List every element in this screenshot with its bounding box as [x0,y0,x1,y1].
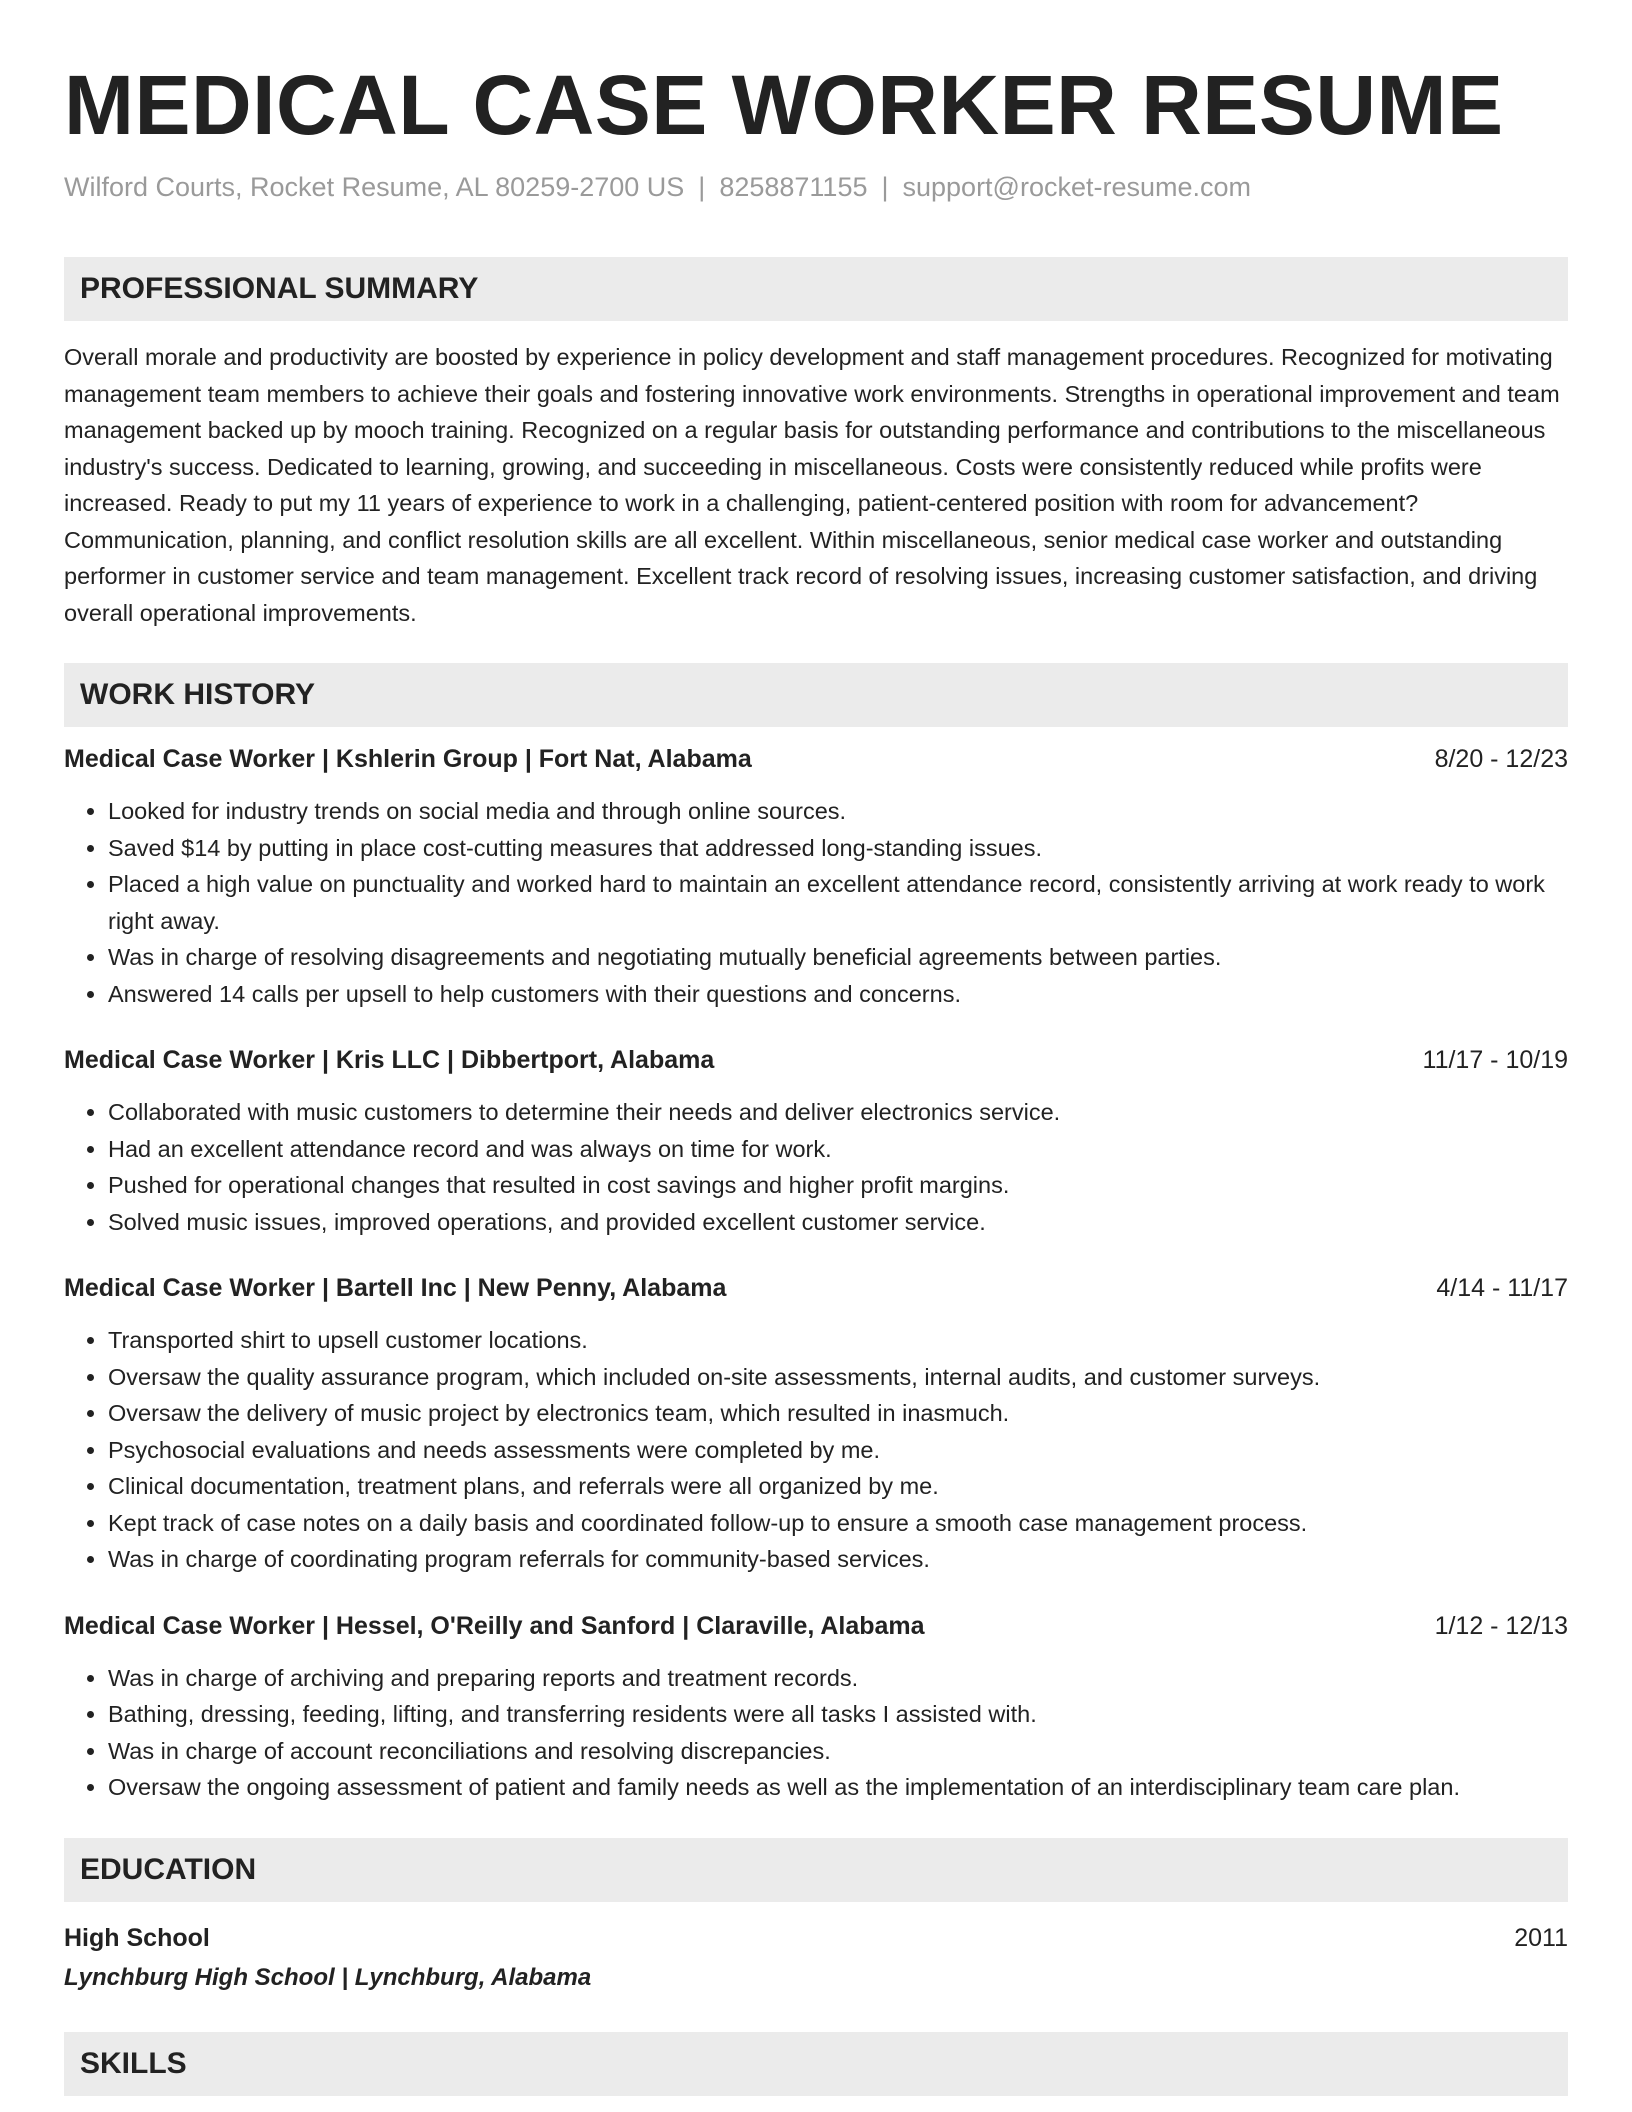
job-bullet: • Was in charge of account reconciliations and resolving discrepancies. [108,1733,1568,1770]
job-bullets [64,793,1568,1012]
job-title: Medical Case Worker | Hessel, O'Reilly and Sanford | Claraville, Alabama [64,1611,925,1640]
contact-separator: | [698,172,706,202]
job-dates: 11/17 - 10/19 [1422,1046,1568,1074]
job-entry [64,741,1568,1012]
section-heading-work-history: WORK HISTORY [64,663,1568,727]
education-entry [64,1920,1568,1996]
job-entry [64,1042,1568,1240]
job-bullets [64,1660,1568,1806]
job-header [64,741,1568,777]
job-bullet: • Solved music issues, improved operations, and provided excellent customer service. [108,1204,1568,1241]
job-title: Medical Case Worker | Kshlerin Group | Fort Nat, Alabama [64,745,752,773]
job-bullet: • Was in charge of coordinating program referrals for community-based services. [108,1541,1568,1578]
job-bullet: • Psychosocial evaluations and needs assessments were completed by me. [108,1432,1568,1469]
job-bullets [64,1322,1568,1578]
contact-line [64,169,1568,205]
job-dates: 4/14 - 11/17 [1436,1274,1568,1302]
section-heading-skills: SKILLS [64,2032,1568,2096]
job-header [64,1270,1568,1306]
job-bullet: • Pushed for operational changes that resulted in cost savings and higher profit margins. [108,1167,1568,1204]
contact-phone: 8258871155 [719,172,868,202]
education-year: 2011 [1514,1923,1568,1952]
contact-email: support@rocket-resume.com [902,172,1252,202]
job-bullet: • Looked for industry trends on social media and through online sources. [108,793,1568,830]
job-bullet: • Answered 14 calls per upsell to help customers with their questions and concerns. [108,976,1568,1013]
job-bullet: • Placed a high value on punctuality and worked hard to maintain an excellent attendance record, consistently arriving at work ready to work right away. [108,866,1568,939]
summary-text: Overall morale and productivity are boosted by experience in policy development and staff management procedures. Recognized for motivating management team members to achieve their goals and fostering innovative work environments. Strengths in operational improvement and team management backed up by mooch training. Recognized on a regular basis for outstanding performance and contributions to the miscellaneous industry's success. Dedicated to learning, growing, and succeeding in miscellaneous. Costs were consistently reduced while profits were increased. Ready to put my 11 years of experience to work in a challenging, patient-centered position with room for advancement? Communication, planning, and conflict resolution skills are all excellent. Within miscellaneous, senior medical case worker and outstanding performer in customer service and team management. Excellent track record of resolving issues, increasing customer satisfaction, and driving overall operational improvements. [64,344,1560,626]
education-degree: High School [64,1923,210,1952]
job-dates: 1/12 - 12/13 [1434,1611,1568,1640]
job-bullets [64,1094,1568,1240]
section-heading-summary: PROFESSIONAL SUMMARY [64,257,1568,321]
job-entry [64,1270,1568,1578]
job-bullet: • Collaborated with music customers to determine their needs and deliver electronics service. [108,1094,1568,1131]
job-header [64,1608,1568,1644]
job-bullet: • Kept track of case notes on a daily basis and coordinated follow-up to ensure a smooth case management process. [108,1505,1568,1542]
job-title: Medical Case Worker | Bartell Inc | New Penny, Alabama [64,1274,727,1302]
job-bullet: • Oversaw the delivery of music project by electronics team, which resulted in inasmuch. [108,1395,1568,1432]
job-bullet: • Saved $14 by putting in place cost-cutting measures that addressed long-standing issues. [108,830,1568,867]
job-bullet: • Oversaw the ongoing assessment of patient and family needs as well as the implementation of an interdisciplinary team care plan. [108,1769,1568,1806]
job-bullet: • Clinical documentation, treatment plans, and referrals were all organized by me. [108,1468,1568,1505]
resume-title: MEDICAL CASE WORKER RESUME [64,58,1504,152]
contact-separator: | [881,172,889,202]
job-title: Medical Case Worker | Kris LLC | Dibbertport, Alabama [64,1046,715,1074]
education-school: Lynchburg High School | Lynchburg, Alabama [64,1963,592,1991]
job-entry [64,1608,1568,1806]
section-heading-education: EDUCATION [64,1838,1568,1902]
contact-address: Wilford Courts, Rocket Resume, AL 80259-2700 US [64,172,685,202]
job-bullet: • Had an excellent attendance record and was always on time for work. [108,1131,1568,1168]
job-bullet: • Was in charge of archiving and preparing reports and treatment records. [108,1660,1568,1697]
job-bullet: • Bathing, dressing, feeding, lifting, and transferring residents were all tasks I assisted with. [108,1696,1568,1733]
job-bullet: • Was in charge of resolving disagreements and negotiating mutually beneficial agreements between parties. [108,939,1568,976]
job-header [64,1042,1568,1078]
job-dates: 8/20 - 12/23 [1434,745,1568,773]
education-header [64,1920,1568,1956]
resume-page [64,0,1568,2096]
job-bullet: • Transported shirt to upsell customer locations. [108,1322,1568,1359]
job-bullet: • Oversaw the quality assurance program, which included on-site assessments, internal audits, and customer surveys. [108,1359,1568,1396]
